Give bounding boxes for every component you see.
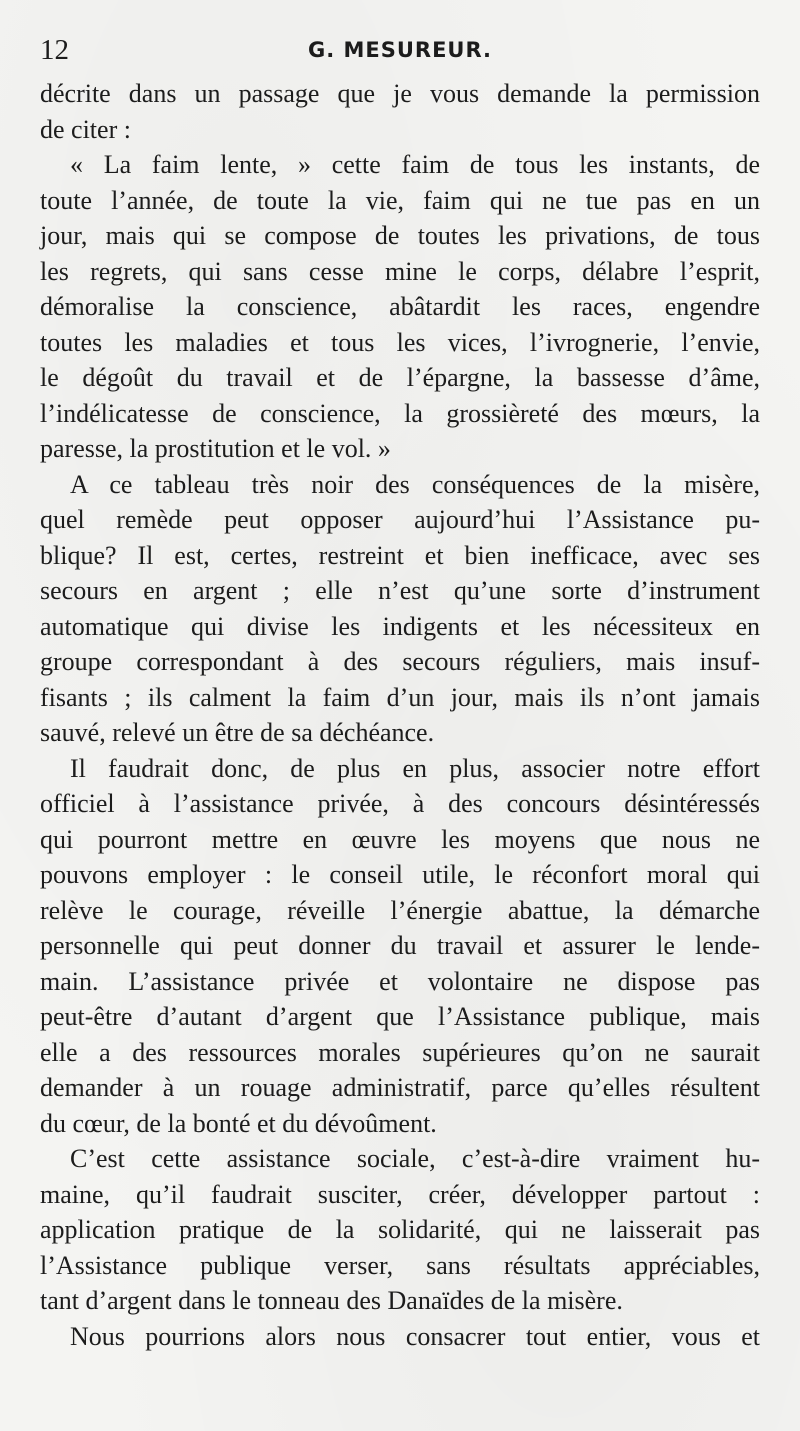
text-line: automatique qui divise les indigents et les nécessiteux en: [40, 611, 760, 641]
text-line: maine, qu’il faudrait susciter, créer, développer partout :: [40, 1179, 760, 1209]
text-line: demander à un rouage administratif, parce qu’elles résultent: [40, 1073, 760, 1102]
text-line: application pratique de la solidarité, qui ne laisserait pas: [40, 1215, 760, 1244]
text-line: main. L’assistance privée et volontaire ne dispose pas: [40, 966, 760, 996]
text-line: quel remède peut opposer aujourd’hui l’Assistance pu-: [40, 505, 760, 534]
page-number: 12: [40, 34, 69, 66]
text-line: démoralise la conscience, abâtardit les races, engendre: [40, 292, 760, 321]
running-head: [40, 30, 760, 70]
text-line: blique? Il est, certes, restreint et bien inefficace, avec ses: [40, 540, 760, 570]
text-line: toutes les maladies et tous les vices, l’ivrognerie, l’envie,: [40, 327, 760, 357]
text-line: pouvons employer : le conseil utile, le réconfort moral qui: [40, 860, 760, 889]
text-line: fisants ; ils calment la faim d’un jour, mais ils n’ont jamais: [40, 682, 760, 712]
text-line: jour, mais qui se compose de toutes les privations, de tous: [40, 221, 760, 250]
text-line: C’est cette assistance sociale, c’est-à-dire vraiment hu-: [70, 1144, 760, 1173]
text-line: relève le courage, réveille l’énergie abattue, la démarche: [40, 895, 760, 925]
text-line: paresse, la prostitution et le vol. »: [40, 434, 391, 463]
text-line: Il faudrait donc, de plus en plus, associer notre effort: [70, 753, 760, 783]
text-line: groupe correspondant à des secours réguliers, mais insuf-: [40, 647, 760, 676]
text-line: toute l’année, de toute la vie, faim qui ne tue pas en un: [40, 185, 760, 215]
text-line: sauvé, relevé un être de sa déchéance.: [40, 718, 435, 747]
body-text: [40, 76, 760, 1354]
text-line: de citer :: [40, 114, 131, 144]
text-line: A ce tableau très noir des conséquences de la misère,: [70, 469, 760, 499]
text-line: « La faim lente, » cette faim de tous les instants, de: [70, 150, 760, 179]
text-line: personnelle qui peut donner du travail et assurer le lende-: [40, 931, 760, 960]
text-line: tant d’argent dans le tonneau des Danaïdes de la misère.: [40, 1286, 623, 1315]
running-title: G. MESUREUR.: [307, 38, 493, 62]
text-line: décrite dans un passage que je vous demande la permission: [40, 79, 760, 108]
text-line: secours en argent ; elle n’est qu’une sorte d’instrument: [40, 576, 760, 605]
text-line: du cœur, de la bonté et du dévoûment.: [40, 1108, 437, 1138]
text-line: l’indélicatesse de conscience, la grossièreté des mœurs, la: [40, 398, 760, 428]
text-line: qui pourront mettre en œuvre les moyens que nous ne: [40, 824, 760, 854]
text-line: peut-être d’autant d’argent que l’Assistance publique, mais: [40, 1002, 760, 1031]
text-line: l’Assistance publique verser, sans résultats appréciables,: [40, 1250, 760, 1280]
text-line: les regrets, qui sans cesse mine le corps, délabre l’esprit,: [40, 256, 760, 286]
text-line: Nous pourrions alors nous consacrer tout entier, vous et: [70, 1321, 760, 1351]
text-line: officiel à l’assistance privée, à des concours désintéressés: [40, 789, 760, 818]
text-line: le dégoût du travail et de l’épargne, la bassesse d’âme,: [40, 363, 760, 392]
text-line: elle a des ressources morales supérieures qu’on ne saurait: [40, 1037, 760, 1067]
